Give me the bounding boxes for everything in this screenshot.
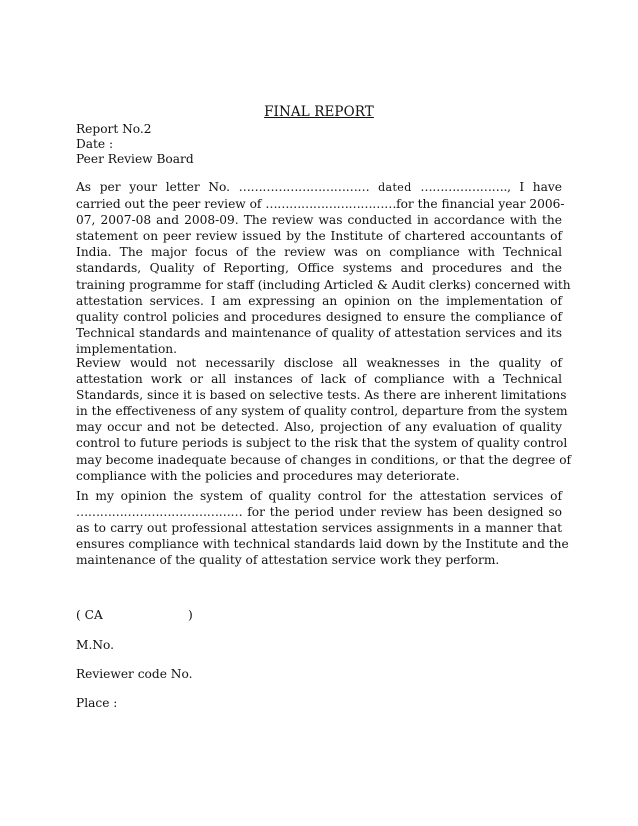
signature-ca [76, 607, 276, 624]
paragraph-3-line: as to carry out professional attestation services assignments in a manner that [76, 521, 562, 536]
paragraph-1-line: standards, Quality of Reporting, Office systems and procedures and the [76, 261, 562, 276]
paragraph-2 [76, 355, 572, 484]
place: Place : [76, 696, 118, 710]
paragraph-2-line: Review would not necessarily disclose all weaknesses in the quality of [76, 356, 562, 370]
paragraph-1 [76, 179, 571, 357]
paragraph-1-line: Technical standards and maintenance of quality of attestation services and its [76, 325, 562, 340]
paragraph-1-line: As per your letter No. …………………………… dated …………………., I have [76, 180, 563, 194]
paragraph-2-line: may occur and not be detected. Also, projection of any evaluation of quality [76, 420, 562, 435]
paragraph-1-line: 07, 2007-08 and 2008-09. The review was conducted in accordance with the [76, 213, 562, 228]
paragraph-1-line: quality control policies and procedures designed to ensure the compliance of [76, 309, 562, 324]
membership-number: M.No. [76, 638, 115, 652]
paragraph-3-line: …………………………………… for the period under review has been designed so [76, 505, 562, 520]
paragraph-1-line: implementation. [76, 341, 178, 356]
paragraph-2-line: compliance with the policies and procedures may deteriorate. [76, 468, 460, 483]
paragraph-2-line: Standards, since it is based on selective tests. As there are inherent limitations [76, 388, 567, 403]
paragraph-2-line: may become inadequate because of changes in conditions, or that the degree of [76, 452, 572, 467]
paragraph-1-line: attestation services. I am expressing an opinion on the implementation of [76, 293, 562, 308]
paragraph-3-line: ensures compliance with technical standards laid down by the Institute and the [76, 537, 569, 552]
reviewer-code: Reviewer code No. [76, 667, 193, 681]
ca-open: ( CA [76, 608, 103, 622]
paragraph-2-line: in the effectiveness of any system of quality control, departure from the system [76, 404, 568, 419]
review-board: Peer Review Board [76, 152, 194, 166]
paragraph-1-line: carried out the peer review of ……………………………for the financial year 2006- [76, 197, 565, 212]
report-date: Date : [76, 137, 114, 151]
ca-close: ) [188, 608, 193, 622]
paragraph-1-line: statement on peer review issued by the Institute of chartered accountants of [76, 229, 562, 244]
paragraph-3 [76, 488, 569, 568]
paragraph-1-line: India. The major focus of the review was on compliance with Technical [76, 245, 562, 260]
paragraph-3-line: maintenance of the quality of attestation service work they perform. [76, 553, 500, 568]
page-title: FINAL REPORT [264, 104, 374, 120]
paragraph-3-line: In my opinion the system of quality control for the attestation services of [76, 489, 562, 503]
paragraph-1-line: training programme for staff (including Articled & Audit clerks) concerned with [76, 277, 571, 292]
report-number: Report No.2 [76, 122, 152, 136]
paragraph-2-line: control to future periods is subject to the risk that the system of quality control [76, 436, 568, 451]
paragraph-2-line: attestation work or all instances of lack of compliance with a Technical [76, 372, 562, 387]
